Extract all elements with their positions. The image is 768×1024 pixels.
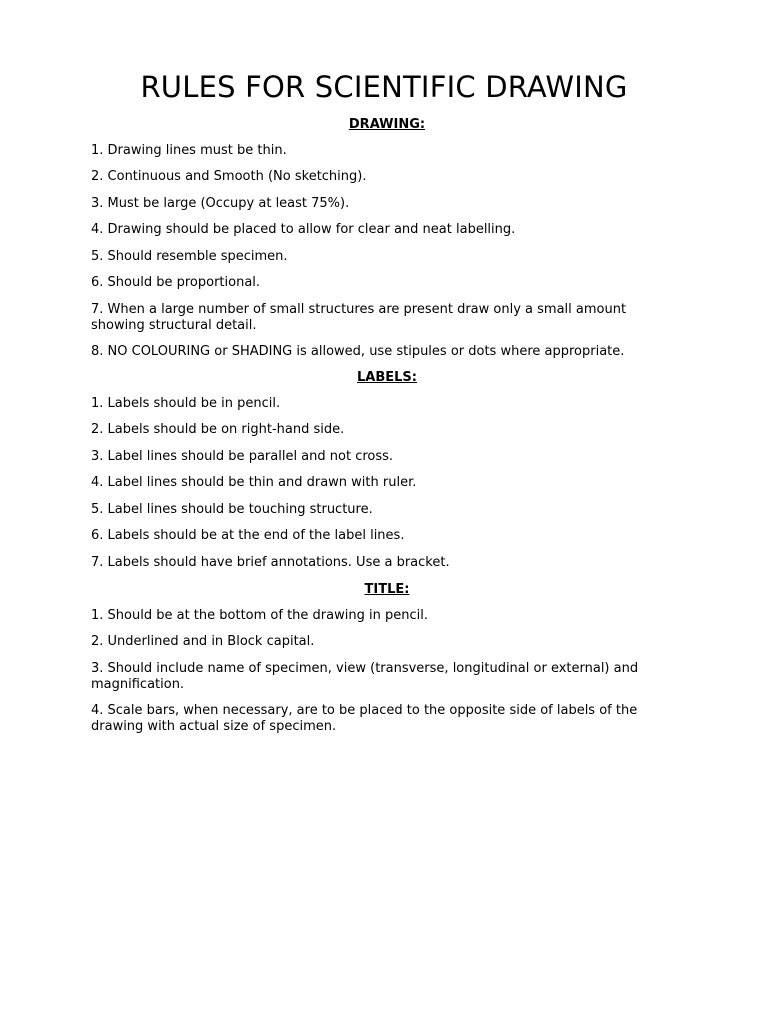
section-heading-title: TITLE: <box>364 582 410 597</box>
section-heading-labels: LABELS: <box>357 370 417 385</box>
rule-item: 7. When a large number of small structures are present draw only a small amount showing structural detail. <box>91 301 627 333</box>
rule-item: 4. Drawing should be placed to allow for clear and neat labelling. <box>91 222 516 237</box>
rule-item: 3. Must be large (Occupy at least 75%). <box>91 195 350 211</box>
rule-item: 5. Should resemble specimen. <box>91 248 288 264</box>
section-heading-drawing: DRAWING: <box>348 117 426 132</box>
rule-item: 6. Should be proportional. <box>91 275 261 290</box>
rule-item: 4. Label lines should be thin and drawn with ruler. <box>91 475 417 490</box>
rule-item: 2. Labels should be on right-hand side. <box>91 422 345 437</box>
section-drawing <box>91 116 683 360</box>
section-labels <box>91 369 683 571</box>
rule-item: 2. Underlined and in Block capital. <box>91 634 315 649</box>
rule-item: 7. Labels should have brief annotations. Use a bracket. <box>91 554 450 570</box>
rule-item: 6. Labels should be at the end of the label lines. <box>91 528 405 543</box>
rule-item: 1. Drawing lines must be thin. <box>91 142 287 158</box>
rule-item: 2. Continuous and Smooth (No sketching). <box>91 169 367 184</box>
document-body <box>91 116 683 745</box>
section-title <box>91 581 683 736</box>
rule-item: 5. Label lines should be touching structure. <box>91 501 373 517</box>
rule-item: 1. Labels should be in pencil. <box>91 395 281 411</box>
page-title: RULES FOR SCIENTIFIC DRAWING <box>140 70 628 104</box>
rule-item: 8. NO COLOURING or SHADING is allowed, use stipules or dots where appropriate. <box>91 343 625 359</box>
rule-item: 3. Should include name of specimen, view (transverse, longitudinal or external) and magnification. <box>91 660 639 692</box>
rule-item: 4. Scale bars, when necessary, are to be placed to the opposite side of labels of the drawing with actual size of specimen. <box>91 702 638 734</box>
rule-item: 3. Label lines should be parallel and not cross. <box>91 448 394 464</box>
rule-item: 1. Should be at the bottom of the drawing in pencil. <box>91 607 428 623</box>
